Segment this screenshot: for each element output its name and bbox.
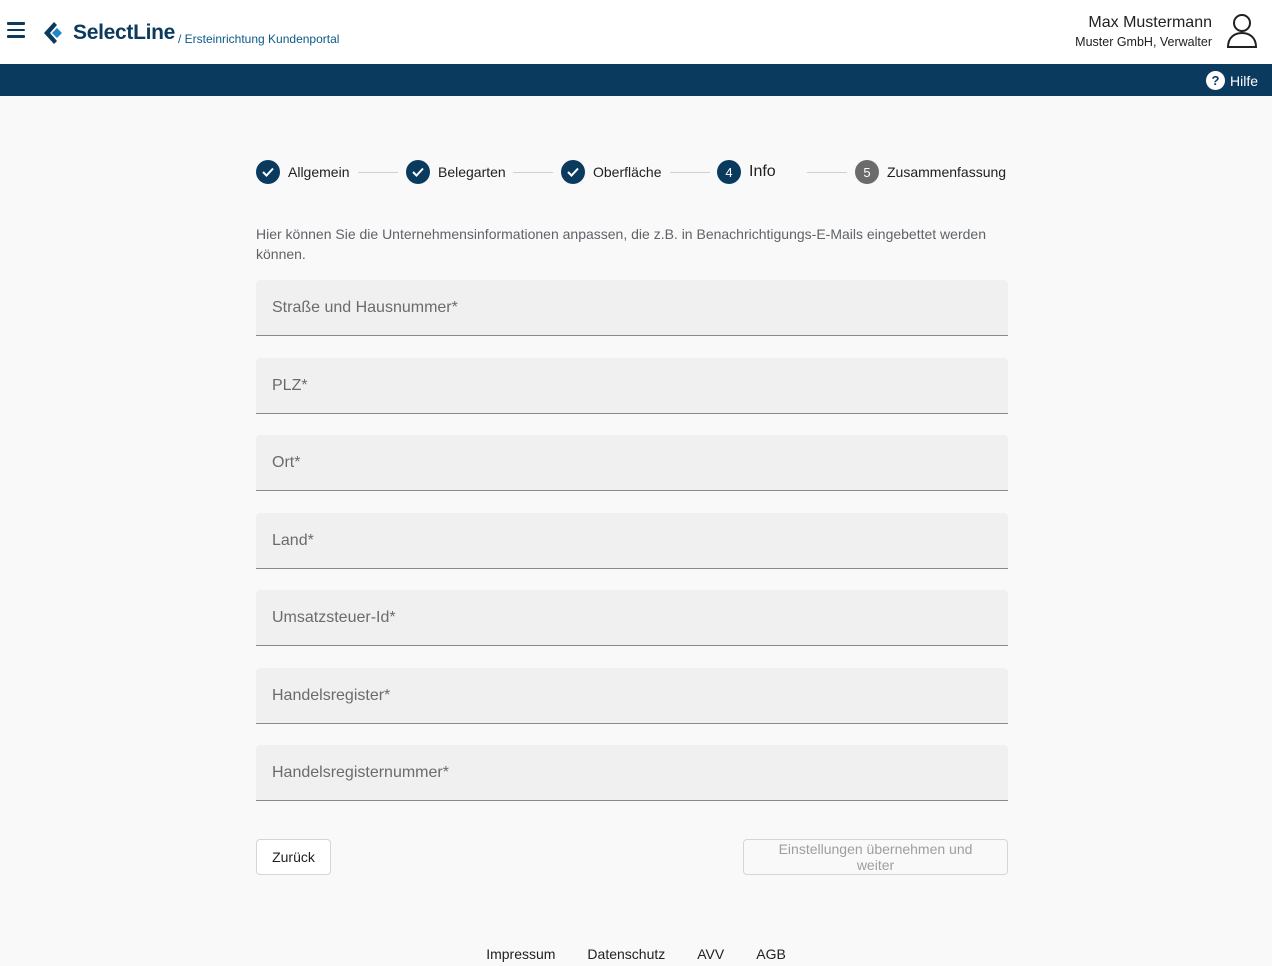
step-label: Oberfläche bbox=[593, 164, 662, 180]
brand-name: SelectLine bbox=[73, 20, 176, 44]
back-button[interactable]: Zurück bbox=[256, 839, 331, 875]
step-label: Belegarten bbox=[438, 164, 506, 180]
street-input[interactable] bbox=[256, 280, 1008, 335]
trade-register-input[interactable] bbox=[256, 668, 1008, 723]
setup-stepper bbox=[256, 160, 1008, 184]
vat-id-input[interactable] bbox=[256, 590, 1008, 645]
user-name: Max Mustermann bbox=[1088, 14, 1212, 31]
check-icon bbox=[256, 160, 280, 184]
vat-id-field[interactable] bbox=[256, 590, 1008, 646]
app-header bbox=[0, 0, 1272, 64]
user-role: Muster GmbH, Verwalter bbox=[1075, 35, 1212, 49]
step-number: 4 bbox=[717, 160, 741, 184]
selectline-logo-icon bbox=[42, 21, 65, 45]
street-field[interactable] bbox=[256, 280, 1008, 336]
top-navbar bbox=[0, 64, 1272, 96]
country-field[interactable] bbox=[256, 513, 1008, 569]
city-input[interactable] bbox=[256, 435, 1008, 490]
step-connector bbox=[513, 172, 553, 173]
footer bbox=[0, 946, 1272, 962]
apply-and-continue-button[interactable]: Einstellungen übernehmen und weiter bbox=[743, 839, 1008, 875]
trade-register-field[interactable] bbox=[256, 668, 1008, 724]
step-label: Allgemein bbox=[288, 164, 350, 180]
footer-link-datenschutz[interactable]: Datenschutz bbox=[587, 946, 666, 962]
trade-register-number-field[interactable] bbox=[256, 745, 1008, 801]
footer-link-agb[interactable]: AGB bbox=[756, 946, 786, 962]
step-number: 5 bbox=[855, 160, 879, 184]
step-label: Info bbox=[749, 163, 776, 180]
step-label: Zusammenfassung bbox=[887, 164, 1007, 180]
help-button[interactable] bbox=[1206, 71, 1258, 90]
check-icon bbox=[561, 160, 585, 184]
trade-register-number-input[interactable] bbox=[256, 745, 1008, 800]
help-icon: ? bbox=[1206, 71, 1225, 90]
page-description: Hier können Sie die Unternehmensinformationen anpassen, die z.B. in Benachrichtigungs-E-Mails eingebettet werden können. bbox=[256, 226, 986, 262]
step-allgemein[interactable] bbox=[256, 160, 349, 184]
breadcrumb: / Ersteinrichtung Kundenportal bbox=[178, 32, 340, 46]
city-field[interactable] bbox=[256, 435, 1008, 491]
step-connector bbox=[670, 172, 710, 173]
step-info[interactable] bbox=[717, 160, 776, 184]
step-belegarten[interactable] bbox=[406, 160, 506, 184]
step-oberflaeche[interactable] bbox=[561, 160, 661, 184]
footer-link-avv[interactable]: AVV bbox=[697, 946, 725, 962]
user-avatar-icon[interactable] bbox=[1226, 13, 1258, 49]
step-connector bbox=[358, 172, 398, 173]
step-zusammenfassung[interactable] bbox=[855, 160, 1006, 184]
country-input[interactable] bbox=[256, 513, 1008, 568]
zip-input[interactable] bbox=[256, 358, 1008, 413]
selectline-logo[interactable] bbox=[42, 20, 175, 45]
step-connector bbox=[807, 172, 847, 173]
hamburger-menu-icon[interactable] bbox=[7, 22, 26, 40]
check-icon bbox=[406, 160, 430, 184]
footer-link-impressum[interactable]: Impressum bbox=[486, 946, 556, 962]
zip-field[interactable] bbox=[256, 358, 1008, 414]
help-label: Hilfe bbox=[1229, 72, 1258, 89]
